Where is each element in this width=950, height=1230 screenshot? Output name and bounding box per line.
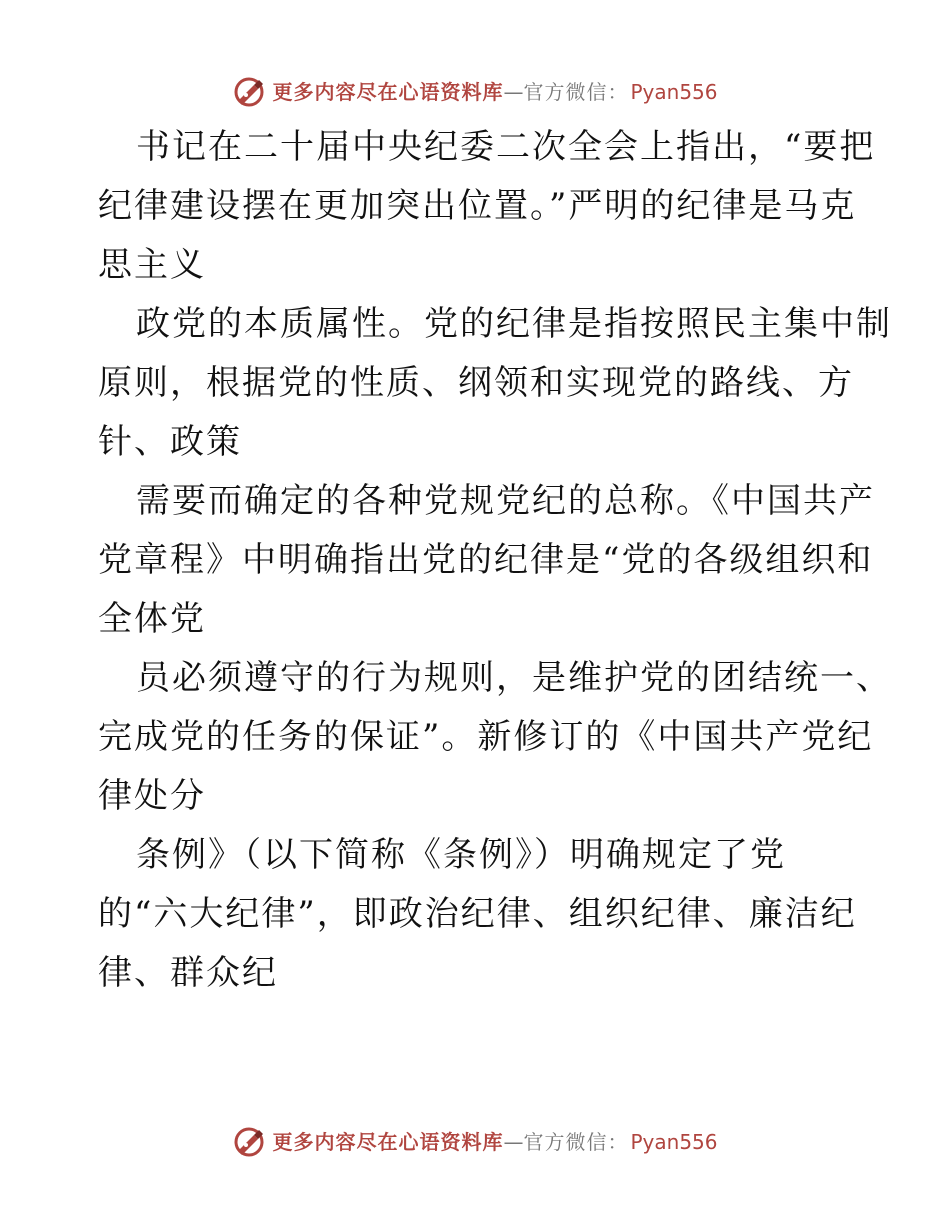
text-line: 党章程》中明确指出党的纪律是“党的各级组织和 — [98, 540, 874, 580]
text-line: 全体党 — [98, 599, 206, 639]
paragraph — [98, 118, 876, 295]
footer-wechat-id: Pyan556 — [630, 1130, 718, 1154]
text-line: 纪律建设摆在更加突出位置。”严明的纪律是马克 — [98, 186, 857, 226]
footer-wechat-label: 官方微信： — [523, 1130, 629, 1154]
text-line: 条例》（以下简称《条例》）明确规定了党 — [136, 835, 786, 875]
text-line: 的“六大纪律”，即政治纪律、组织纪律、廉洁纪 — [98, 894, 857, 934]
header-banner-text — [272, 82, 717, 102]
footer-banner-text — [272, 1132, 717, 1152]
header-wechat-id: Pyan556 — [630, 80, 718, 104]
text-line: 政党的本质属性。党的纪律是指按照民主集中制 — [136, 304, 892, 344]
paragraph — [98, 295, 892, 472]
text-line: 原则，根据党的性质、纲领和实现党的路线、方 — [98, 363, 854, 403]
footer-banner — [0, 1122, 950, 1162]
text-line: 完成党的任务的保证”。新修订的《中国共产党纪 — [98, 717, 874, 757]
footer-separator: — — [503, 1130, 524, 1154]
text-line: 需要而确定的各种党规党纪的总称。《中国共产 — [136, 481, 875, 521]
header-banner — [0, 72, 950, 112]
text-line: 书记在二十届中央纪委二次全会上指出，“要把 — [136, 127, 876, 167]
text-line: 律处分 — [98, 776, 206, 816]
footer-site-text: 更多内容尽在心语资料库 — [272, 1130, 504, 1154]
text-line: 员必须遵守的行为规则，是维护党的团结统一、 — [136, 658, 892, 698]
paragraph — [98, 649, 892, 826]
header-wechat-label: 官方微信： — [523, 80, 629, 104]
text-line: 思主义 — [98, 245, 206, 285]
text-line: 律、群众纪 — [98, 953, 278, 993]
document-body — [98, 118, 892, 1003]
paragraph — [98, 472, 875, 649]
header-separator: — — [503, 80, 524, 104]
paragraph — [98, 826, 858, 1003]
text-line: 针、政策 — [98, 422, 242, 462]
pen-logo-icon — [232, 75, 266, 109]
header-site-text: 更多内容尽在心语资料库 — [272, 80, 504, 104]
pen-logo-icon — [232, 1125, 266, 1159]
